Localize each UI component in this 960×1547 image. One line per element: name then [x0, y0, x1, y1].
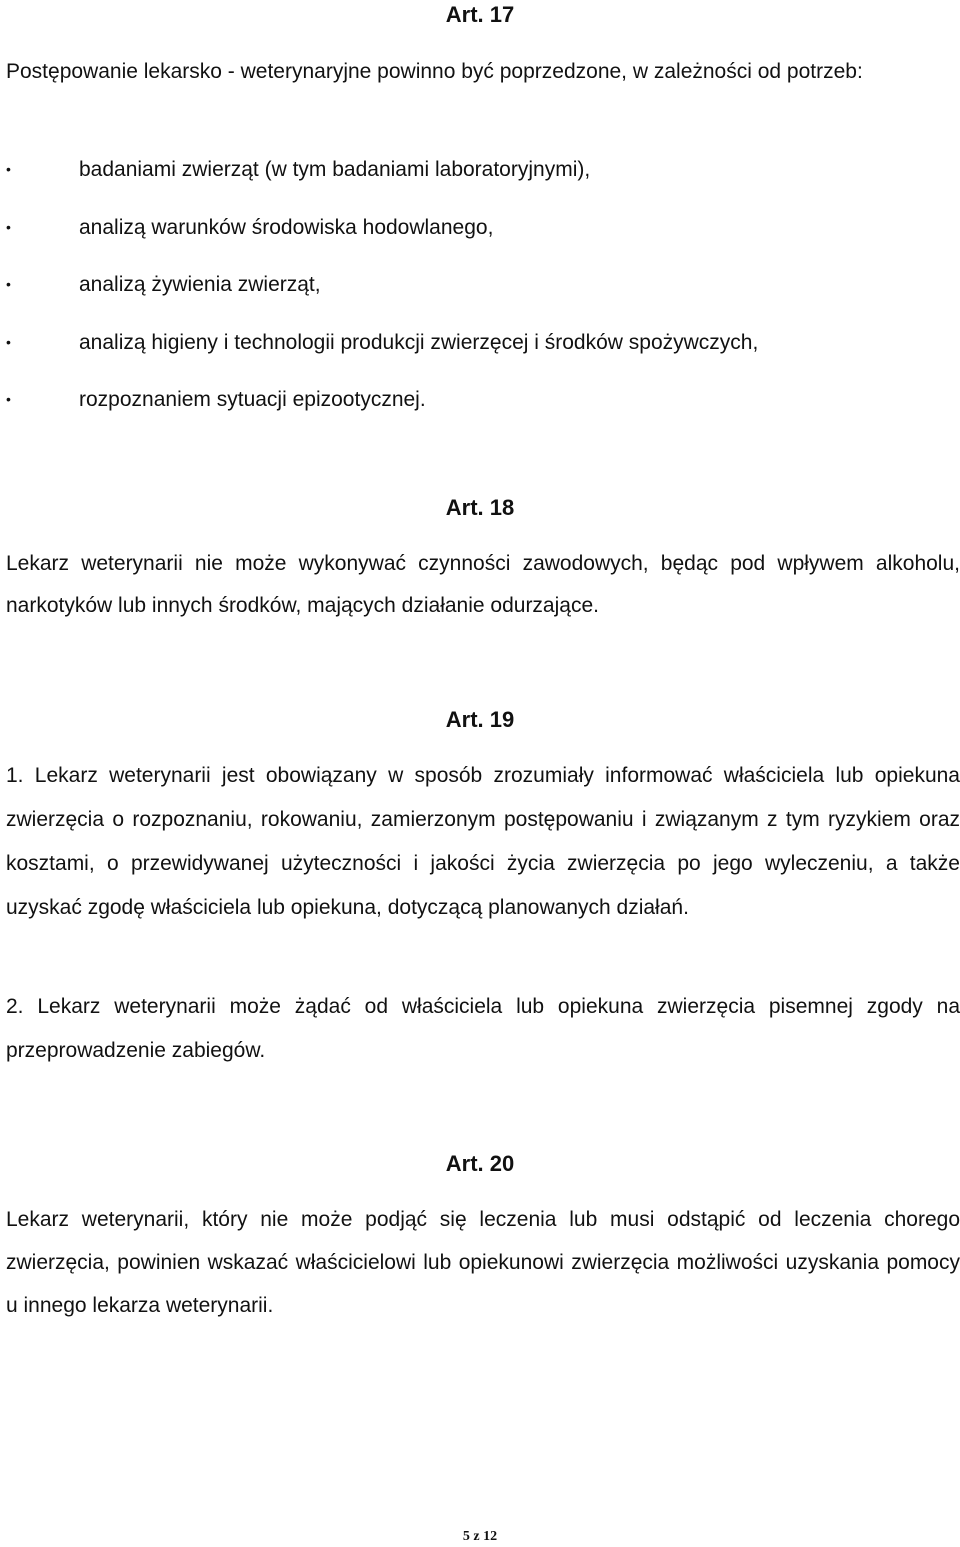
list-item — [0, 256, 960, 314]
list-item-text: rozpoznaniem sytuacji epizootycznej. — [79, 388, 426, 411]
art18-text: Lekarz weterynarii nie może wykonywać czynności zawodowych, będąc pod wpływem alkoholu, narkotyków lub innych środków, mających działanie odurzające. — [6, 552, 960, 617]
list-item-text: analizą higieny i technologii produkcji zwierzęcej i środków spożywczych, — [79, 330, 759, 354]
bullet-icon: • — [6, 161, 11, 177]
art17-heading: Art. 17 — [445, 2, 515, 27]
art20-heading: Art. 20 — [445, 1151, 515, 1176]
art19-paragraph-2: 2. Lekarz weterynarii może żądać od właściciela lub opiekuna zwierzęcia pisemnej zgody na przeprowadzenie zabiegów. — [6, 995, 960, 1062]
art19-paragraph-1: 1. Lekarz weterynarii jest obowiązany w sposób zrozumiały informować właściciela lub opiekuna zwierzęcia o rozpoznaniu, rokowaniu, zamierzonym postępowaniu i związanym z tym ryzykiem oraz kosztami, o przewidywanej użyteczności i jakości życia zwierzęcia po jego wyleczeniu, a także uzyskać zgodę właściciela lub opiekuna, dotyczącą planowanych działań. — [6, 764, 960, 919]
art17-intro: Postępowanie lekarsko - weterynaryjne powinno być poprzedzone, w zależności od potrzeb: — [6, 60, 863, 83]
page-number: 5 z 12 — [462, 1529, 498, 1544]
list-item-text: analizą żywienia zwierząt, — [79, 273, 321, 296]
bullet-icon: • — [6, 218, 11, 235]
list-item — [0, 314, 960, 372]
bullet-icon: • — [6, 276, 11, 292]
list-item-text: badaniami zwierząt (w tym badaniami laboratoryjnymi), — [79, 158, 591, 181]
art19-heading: Art. 19 — [445, 707, 515, 732]
art20-text: Lekarz weterynarii, który nie może podjąć się leczenia lub musi odstąpić od leczenia chorego zwierzęcia, powinien wskazać właścicielowi lub opiekunowi zwierzęcia możliwości uzyskania pomocy u innego lekarza weterynarii. — [6, 1208, 960, 1317]
bullet-icon: • — [6, 333, 11, 350]
art17-list — [0, 141, 960, 429]
bullet-icon: • — [6, 391, 11, 407]
list-item — [0, 199, 960, 257]
list-item — [0, 371, 960, 429]
art18-heading: Art. 18 — [445, 495, 515, 520]
list-item-text: analizą warunków środowiska hodowlanego, — [79, 215, 494, 239]
list-item — [0, 141, 960, 199]
